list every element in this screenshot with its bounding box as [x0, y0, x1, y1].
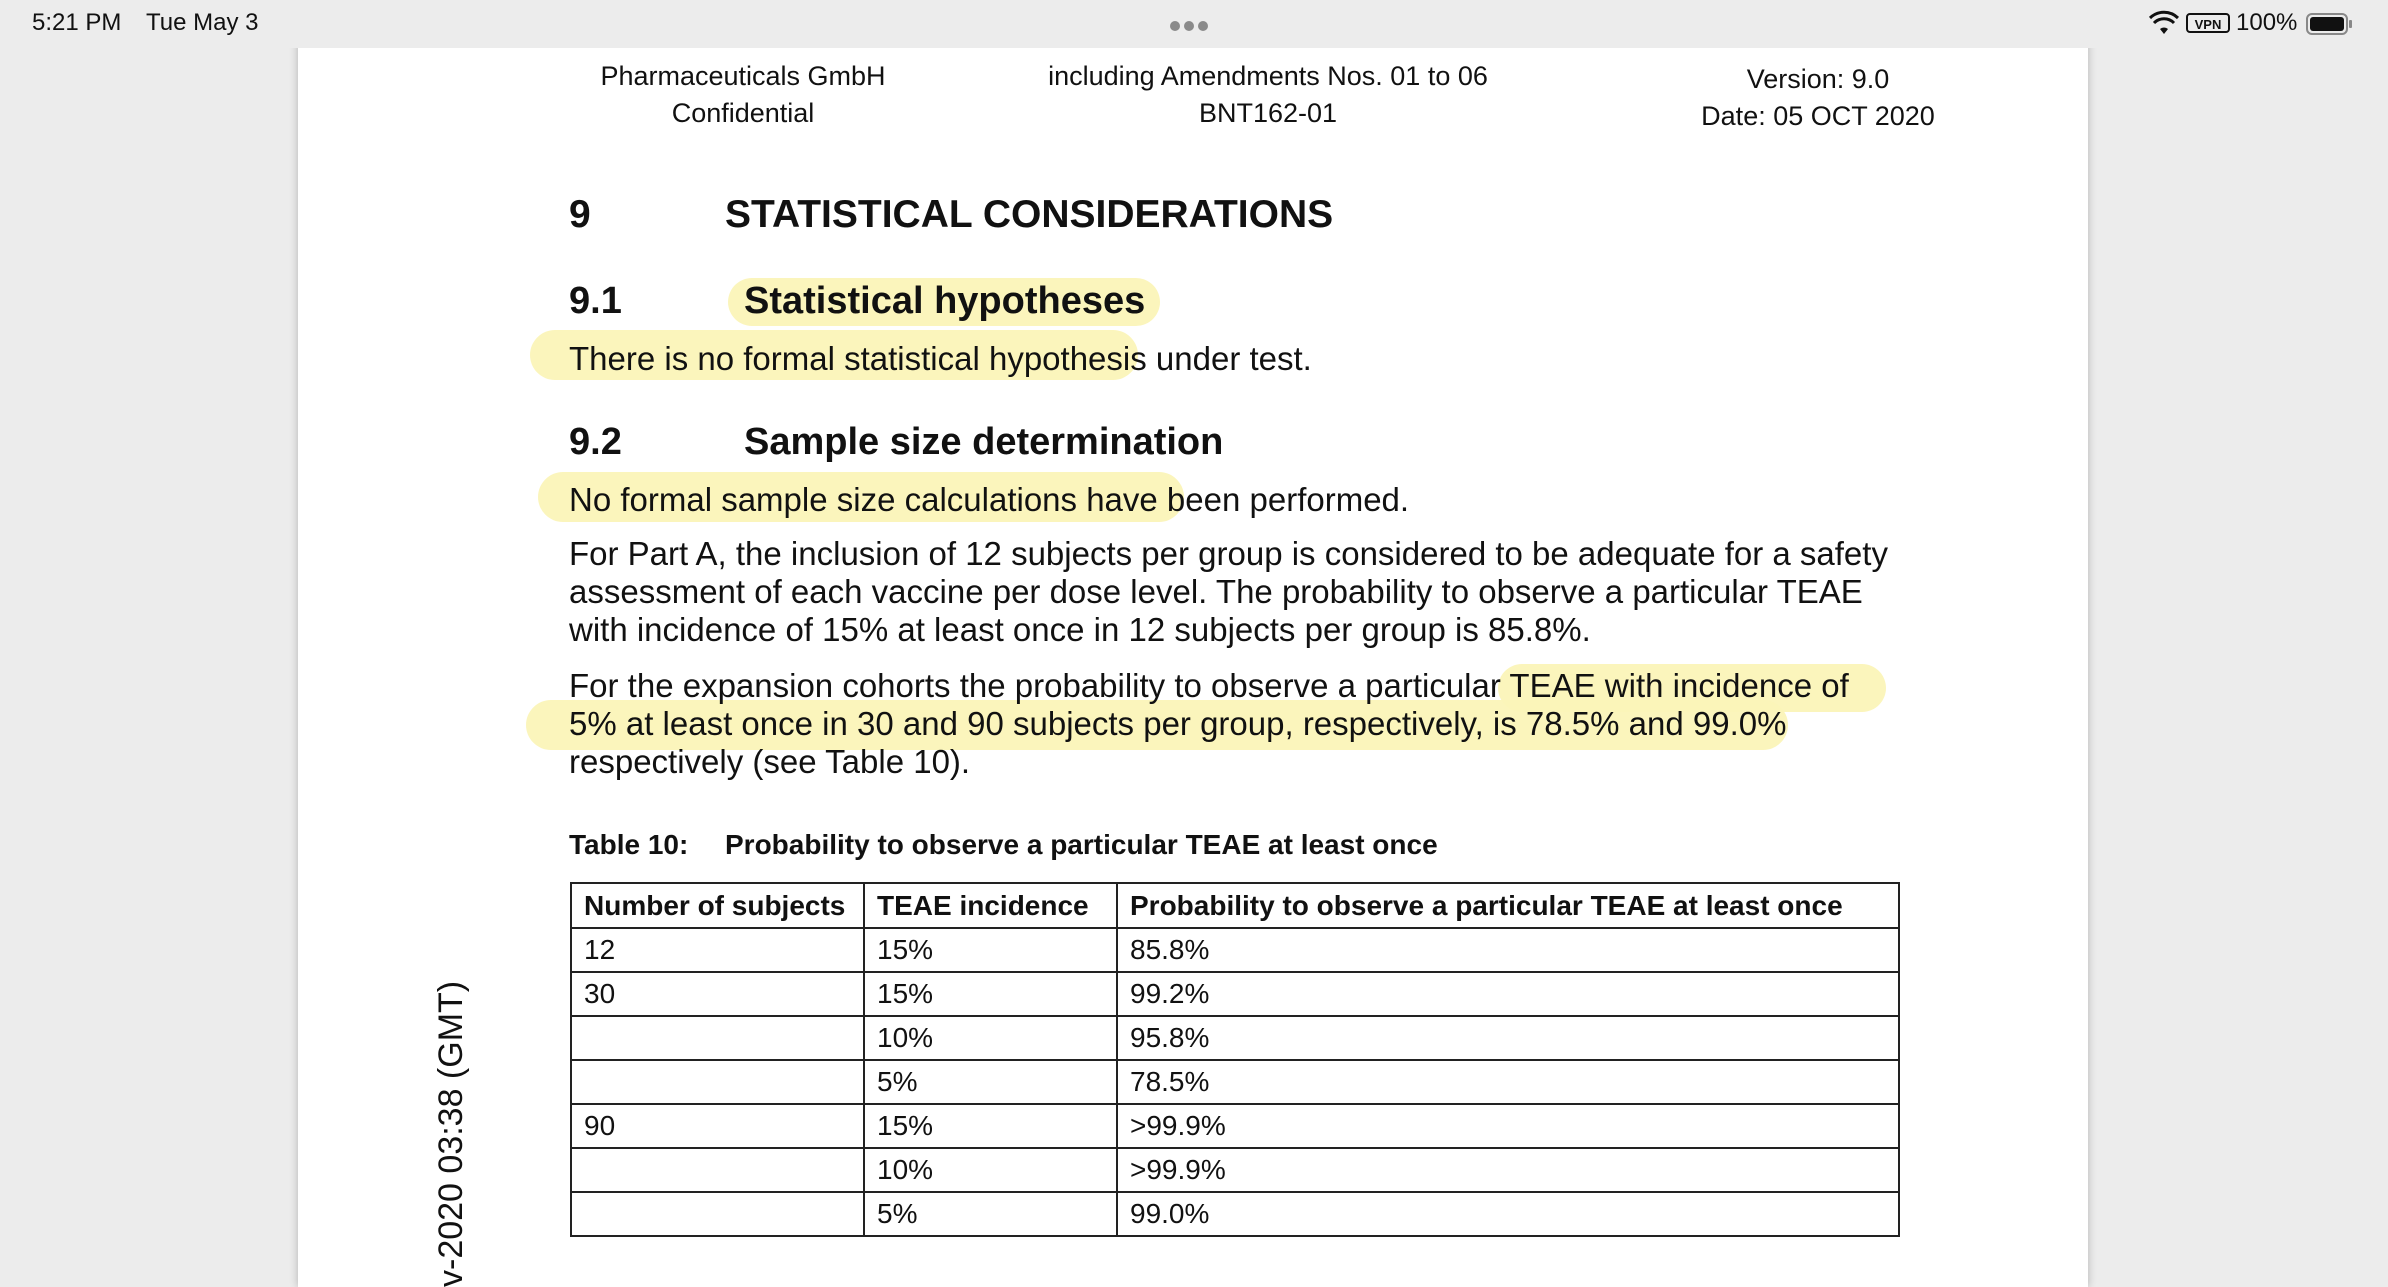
- subsection-title: Sample size determination: [744, 421, 1224, 463]
- table-cell: 15%: [864, 1104, 1117, 1148]
- paragraph-line: assessment of each vaccine per dose level. The probability to observe a particular TEAE: [569, 573, 1863, 610]
- table-cell: 99.0%: [1117, 1192, 1899, 1236]
- header-left-line1: Pharmaceuticals GmbH: [600, 61, 886, 91]
- header-left-line2: Confidential: [671, 98, 815, 128]
- table-row: [571, 972, 1899, 1016]
- table-cell: 85.8%: [1117, 928, 1899, 972]
- table-cell: 90: [571, 1104, 864, 1148]
- table-cell: >99.9%: [1117, 1104, 1899, 1148]
- table-caption-title: Probability to observe a particular TEAE at least once: [725, 829, 1438, 860]
- table-cell: 15%: [864, 972, 1117, 1016]
- paragraph: No formal sample size calculations have been performed.: [569, 481, 1410, 518]
- vpn-badge: VPN: [2186, 13, 2230, 33]
- paragraph-line: For Part A, the inclusion of 12 subjects per group is considered to be adequate for a safety: [569, 535, 1888, 572]
- table-cell: 15%: [864, 928, 1117, 972]
- paragraph-line: respectively (see Table 10).: [569, 743, 971, 780]
- status-bar: [0, 0, 2388, 48]
- table-cell: 95.8%: [1117, 1016, 1899, 1060]
- subsection-title: Statistical hypotheses: [744, 280, 1146, 322]
- table-cell: 30: [571, 972, 864, 1016]
- table-cell: [571, 1192, 864, 1236]
- paragraph: There is no formal statistical hypothesis under test.: [569, 340, 1312, 377]
- section-number: 9: [569, 193, 591, 236]
- status-time: 5:21 PM: [32, 9, 122, 36]
- document-page[interactable]: [298, 0, 2088, 1287]
- header-center-line1: including Amendments Nos. 01 to 06: [1048, 61, 1488, 91]
- column-header: Number of subjects: [571, 883, 864, 928]
- table-row: [571, 928, 1899, 972]
- header-center-line2: BNT162-01: [1198, 98, 1338, 128]
- paragraph-line: For the expansion cohorts the probability to observe a particular TEAE with incidence of: [569, 667, 1849, 704]
- column-header: Probability to observe a particular TEAE at least once: [1117, 883, 1899, 928]
- table-row: [571, 1104, 1899, 1148]
- table-cell: >99.9%: [1117, 1148, 1899, 1192]
- table-cell: 10%: [864, 1148, 1117, 1192]
- table-cell: 99.2%: [1117, 972, 1899, 1016]
- multitasking-dots-icon[interactable]: [1170, 18, 1216, 30]
- battery-icon: [2306, 12, 2354, 36]
- header-right-line1: Version: 9.0: [1746, 64, 1890, 94]
- probability-table: [570, 882, 1900, 1237]
- table-caption-label: Table 10:: [569, 829, 689, 860]
- table-row: [571, 1060, 1899, 1104]
- paragraph-line: with incidence of 15% at least once in 12 subjects per group is 85.8%.: [569, 611, 1591, 648]
- table-cell: [571, 1148, 864, 1192]
- subsection-number: 9.2: [569, 421, 622, 463]
- side-timestamp-stamp: v-2020 03:38 (GMT): [432, 980, 470, 1287]
- section-title: STATISTICAL CONSIDERATIONS: [725, 193, 1334, 236]
- wifi-icon: [2148, 12, 2180, 36]
- table-header-row: [571, 883, 1899, 928]
- paragraph-line: 5% at least once in 30 and 90 subjects per group, respectively, is 78.5% and 99.0%: [569, 705, 1787, 742]
- table-row: [571, 1016, 1899, 1060]
- subsection-number: 9.1: [569, 280, 622, 322]
- status-date: Tue May 3: [146, 9, 259, 36]
- table-row: [571, 1192, 1899, 1236]
- table-cell: [571, 1016, 864, 1060]
- header-right-line2: Date: 05 OCT 2020: [1701, 101, 1935, 131]
- table-cell: 12: [571, 928, 864, 972]
- table-cell: 5%: [864, 1192, 1117, 1236]
- table-cell: 10%: [864, 1016, 1117, 1060]
- table-cell: [571, 1060, 864, 1104]
- battery-percent: 100%: [2236, 9, 2298, 36]
- column-header: TEAE incidence: [864, 883, 1117, 928]
- table-cell: 78.5%: [1117, 1060, 1899, 1104]
- table-cell: 5%: [864, 1060, 1117, 1104]
- table-row: [571, 1148, 1899, 1192]
